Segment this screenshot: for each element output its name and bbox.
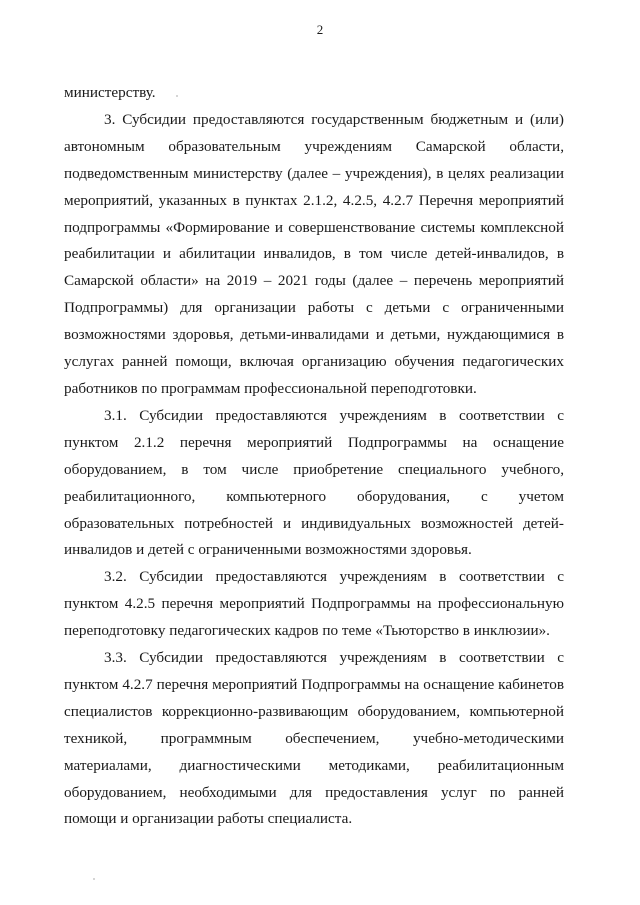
paragraph-section-3-3: 3.3. Субсидии предоставляются учреждениям в соответствии с пунктом 4.2.7 перечня мероприятий Подпрограммы на оснащение кабинетов специалистов коррекционно-развивающим оборудованием, компьютерной техникой, программным обеспечением, учебно-методическими материалами, диагностическими методиками, реабилитационным оборудованием, необходимыми для предоставления услуг по ранней помощи и организации работы специалиста. <box>64 649 564 828</box>
scan-speck <box>176 95 178 97</box>
paragraph-section-3: 3. Субсидии предоставляются государственным бюджетным и (или) автономным образовательным учреждениям Самарской области, подведомственным министерству (далее – учреждения), в целях реализации мероприятий, указанных в пунктах 2.1.2, 4.2.5, 4.2.7 Перечня мероприятий подпрограммы «Формирование и совершенствование системы комплексной реабилитации и абилитации инвалидов, в том числе детей-инвалидов, в Самарской области» на 2019 – 2021 годы (далее – перечень мероприятий Подпрограммы) для организации работы с детьми с ограниченными возможностями здоровья, детьми-инвалидами и детьми, нуждающимися в услугах ранней помощи, включая организацию обучения педагогических работников по программам профессиональной переподготовки. <box>64 110 564 397</box>
paragraph-section-3-2: 3.2. Субсидии предоставляются учреждениям в соответствии с пунктом 4.2.5 перечня мероприятий Подпрограммы на профессиональную переподготовку педагогических кадров по теме «Тьюторство в инклюзии». <box>64 568 564 640</box>
paragraph-section-3-1: 3.1. Субсидии предоставляются учреждениям в соответствии с пунктом 2.1.2 перечня мероприятий Подпрограммы на оснащение оборудованием, в том числе приобретение специального учебного, реабилитационного, компьютерного оборудования, с учетом образовательных потребностей и индивидуальных возможностей детей-инвалидов и детей с ограниченными возможностями здоровья. <box>64 406 564 559</box>
page-number: 2 <box>316 22 324 37</box>
document-body <box>64 80 564 833</box>
scan-speck <box>93 878 95 880</box>
paragraph-continuation: министерству. <box>64 84 156 101</box>
